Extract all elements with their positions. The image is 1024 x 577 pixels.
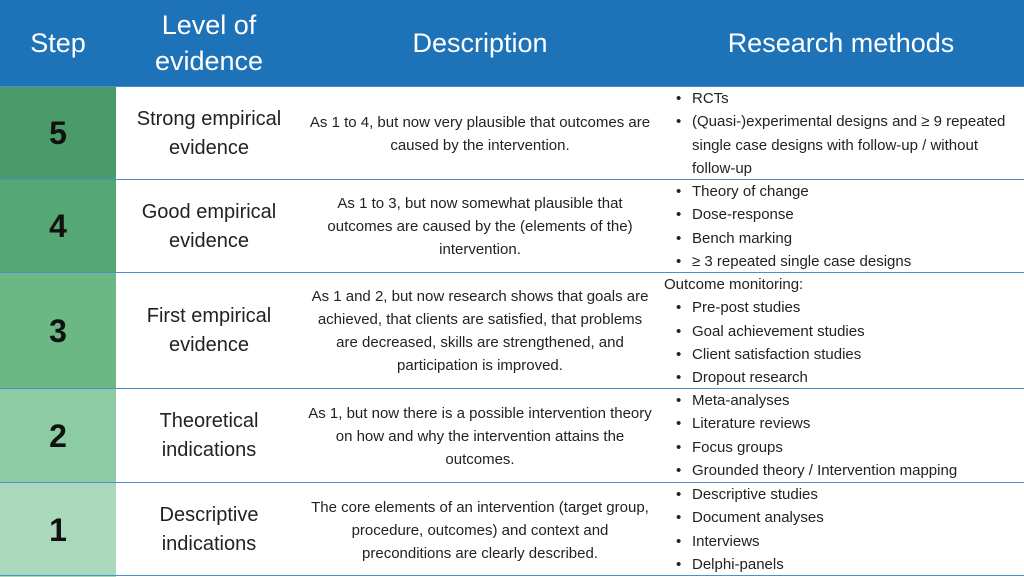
research-methods (662, 87, 1022, 180)
list-item: • Pre-post studies (676, 299, 801, 317)
list-item: • Theory of change (676, 183, 809, 200)
methods-heading: Outcome monitoring: (664, 276, 804, 293)
description: As 1 to 4, but now very plausible that outcomes are caused by the intervention. (309, 113, 651, 154)
list-item: • Dropout research (676, 369, 808, 387)
method-label: Dropout research (692, 369, 808, 387)
method-label: Dose-response (692, 206, 794, 224)
method-label: ≥ 3 repeated single case designs (692, 252, 912, 270)
level-of-evidence: First empirical evidence (146, 305, 272, 356)
description: As 1, but now there is a possible intervention theory on how and why the intervention attains the outcomes. (308, 404, 652, 468)
header-step: Step (30, 28, 86, 58)
step-number: 1 (0, 483, 116, 577)
research-methods (662, 273, 1022, 389)
table-row (0, 179, 1024, 273)
description: As 1 to 3, but now somewhat plausible that outcomes are caused by the (elements of the) intervention. (327, 195, 633, 258)
list-item: • Grounded theory / Intervention mapping (676, 461, 958, 479)
level-of-evidence: Strong empirical evidence (136, 107, 282, 159)
method-label: Literature reviews (692, 415, 811, 433)
method-label: Grounded theory / Intervention mapping (692, 461, 958, 479)
method-label: Goal achievement studies (692, 322, 865, 340)
method-label: Descriptive studies (692, 486, 818, 503)
table-row (0, 482, 1024, 577)
description: As 1 and 2, but now research shows that goals are achieved, that clients are satisfied, that problems are decreased, skills are strengthened, and participation is improved. (311, 288, 649, 374)
list-item: • Interviews (676, 532, 760, 550)
table-header (0, 0, 1024, 86)
level-of-evidence: Descriptive indications (159, 504, 259, 555)
header-methods: Research methods (727, 28, 955, 58)
header-level-line2: evidence (154, 46, 264, 76)
table-row (0, 272, 1024, 389)
method-label: Theory of change (692, 183, 809, 200)
list-item: • Bench marking (676, 229, 793, 247)
method-label: Document analyses (692, 509, 824, 527)
research-methods (662, 483, 1022, 577)
list-item: • Literature reviews (676, 415, 811, 433)
method-label: Interviews (692, 532, 760, 550)
method-label: Meta-analyses (692, 392, 790, 409)
list-item: • RCTs (676, 90, 729, 107)
list-item: • Dose-response (676, 206, 794, 224)
list-item: • Document analyses (676, 509, 824, 527)
level-of-evidence: Good empirical evidence (141, 200, 277, 252)
step-number: 5 (0, 87, 116, 180)
level-of-evidence: Theoretical indications (159, 410, 259, 461)
research-methods (662, 389, 1022, 483)
method-label: RCTs (692, 90, 729, 107)
step-number: 2 (0, 389, 116, 483)
method-label: Pre-post studies (692, 299, 801, 317)
method-label: Bench marking (692, 229, 793, 247)
research-methods (662, 180, 1022, 273)
step-number: 3 (0, 273, 116, 389)
method-label: (Quasi-)experimental designs and ≥ 9 repeated single case designs with follow-up / without follow-up (692, 113, 1006, 177)
list-item: • Meta-analyses (676, 392, 790, 409)
list-item: • ≥ 3 repeated single case designs (676, 252, 912, 270)
list-item: • Client satisfaction studies (676, 345, 862, 363)
list-item: • Focus groups (676, 438, 783, 456)
method-label: Focus groups (692, 438, 783, 456)
description: The core elements of an intervention (target group, procedure, outcomes) and context and preconditions are clearly described. (311, 498, 649, 562)
list-item: • Goal achievement studies (676, 322, 865, 340)
list-item: • (Quasi-)experimental designs and ≥ 9 repeated single case designs with follow-up / without follow-up (676, 113, 1006, 177)
list-item: • Delphi-panels (676, 555, 784, 573)
header-level (116, 0, 302, 86)
method-label: Client satisfaction studies (692, 345, 862, 363)
header-level-line1: Level of (161, 10, 257, 40)
method-label: Delphi-panels (692, 555, 784, 573)
list-item: • Descriptive studies (676, 486, 818, 503)
table-row (0, 86, 1024, 180)
header-description: Description (412, 28, 548, 58)
table-row (0, 388, 1024, 483)
step-number: 4 (0, 180, 116, 273)
